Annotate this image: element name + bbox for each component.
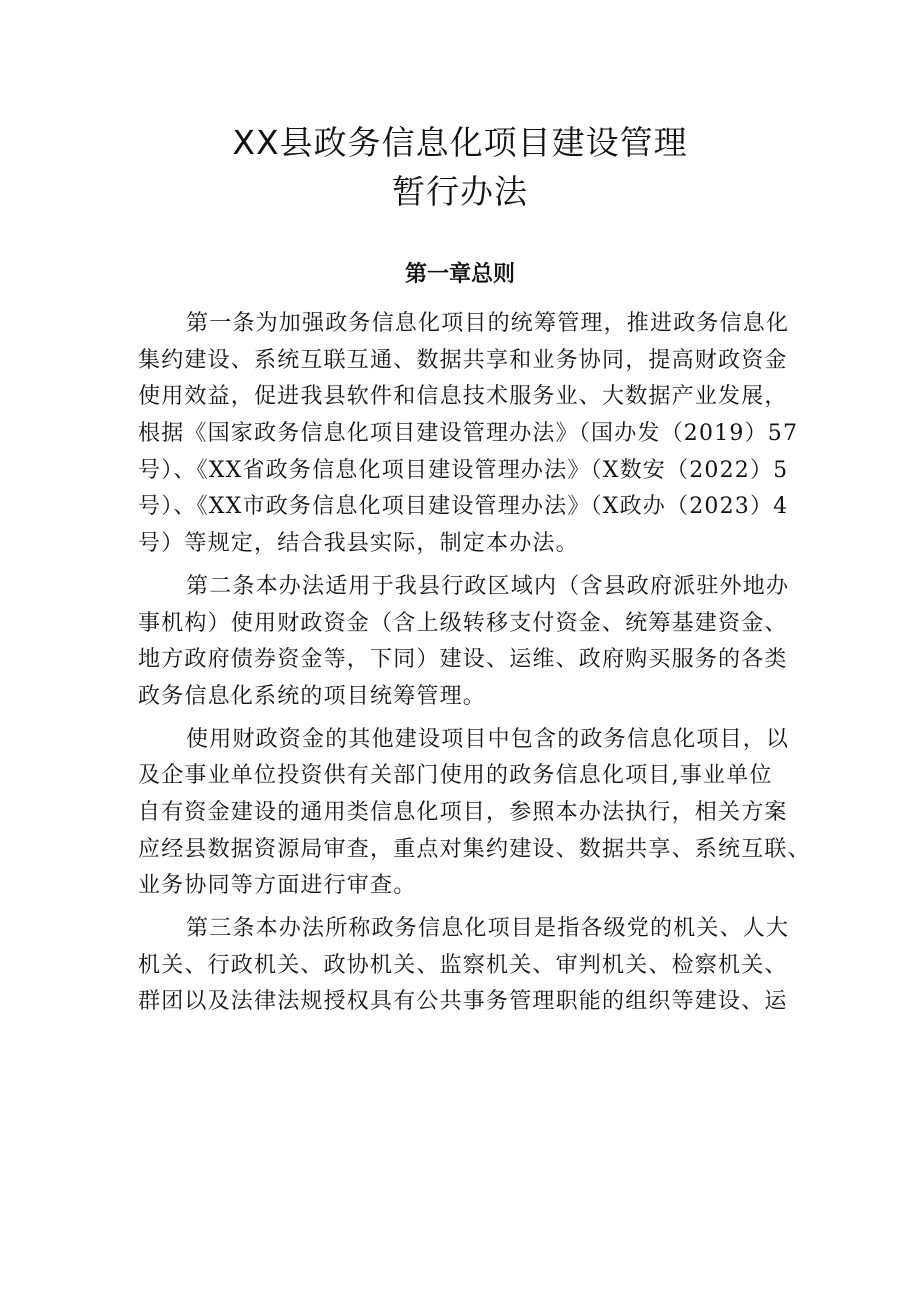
document-title-line-1: XX县政务信息化项目建设管理 bbox=[232, 123, 688, 162]
chapter-heading: 第一章总则 bbox=[404, 262, 515, 287]
text-line: 自有资金建设的通用类信息化项目，参照本办法执行，相关方案 bbox=[138, 799, 788, 825]
text-line: 根据《国家政务信息化项目建设管理办法》（国办发（2019）57 bbox=[138, 421, 799, 447]
text-line: 及企事业单位投资供有关部门使用的政务信息化项目,事业单位 bbox=[138, 763, 773, 789]
text-line: 地方政府债券资金等，下同）建设、运维、政府购买服务的各类 bbox=[138, 647, 788, 673]
text-line: 第三条本办法所称政务信息化项目是指各级党的机关、人大 bbox=[186, 916, 790, 941]
document-title-line-2: 暂行办法 bbox=[392, 172, 528, 211]
text-line: 政务信息化系统的项目统筹管理。 bbox=[138, 683, 487, 709]
text-line: 号）、《XX省政务信息化项目建设管理办法》（X数安（2022）5 bbox=[138, 457, 789, 483]
text-line: 应经县数据资源局审查，重点对集约建设、数据共享、系统互联、 bbox=[138, 836, 811, 862]
text-line: 使用效益，促进我县软件和信息技术服务业、大数据产业发展， bbox=[138, 384, 788, 410]
text-line: 机关、行政机关、政协机关、监察机关、审判机关、检察机关、 bbox=[138, 952, 788, 978]
text-line: 号）等规定，结合我县实际，制定本办法。 bbox=[138, 531, 579, 557]
paragraph-article-2-supplement bbox=[138, 722, 838, 905]
text-line: 第二条本办法适用于我县行政区域内（含县政府派驻外地办 bbox=[186, 573, 790, 599]
text-line: 业务协同等方面进行审查。 bbox=[138, 873, 417, 899]
document-body bbox=[138, 306, 838, 1021]
text-line: 使用财政资金的其他建设项目中包含的政务信息化项目，以 bbox=[186, 726, 790, 752]
text-line: 集约建设、系统互联互通、数据共享和业务协同，提高财政资金 bbox=[138, 347, 788, 373]
text-line: 第一条为加强政务信息化项目的统筹管理，推进政务信息化 bbox=[186, 311, 790, 336]
paragraph-article-1 bbox=[138, 306, 838, 563]
paragraph-article-2 bbox=[138, 569, 838, 716]
paragraph-article-3 bbox=[138, 911, 838, 1021]
text-line: 事机构）使用财政资金（含上级转移支付资金、统筹基建资金、 bbox=[138, 610, 788, 636]
text-line: 号）、《XX市政务信息化项目建设管理办法》（X政办（2023）4 bbox=[138, 494, 789, 520]
text-line: 群团以及法律法规授权具有公共事务管理职能的组织等建设、运 bbox=[138, 989, 788, 1015]
